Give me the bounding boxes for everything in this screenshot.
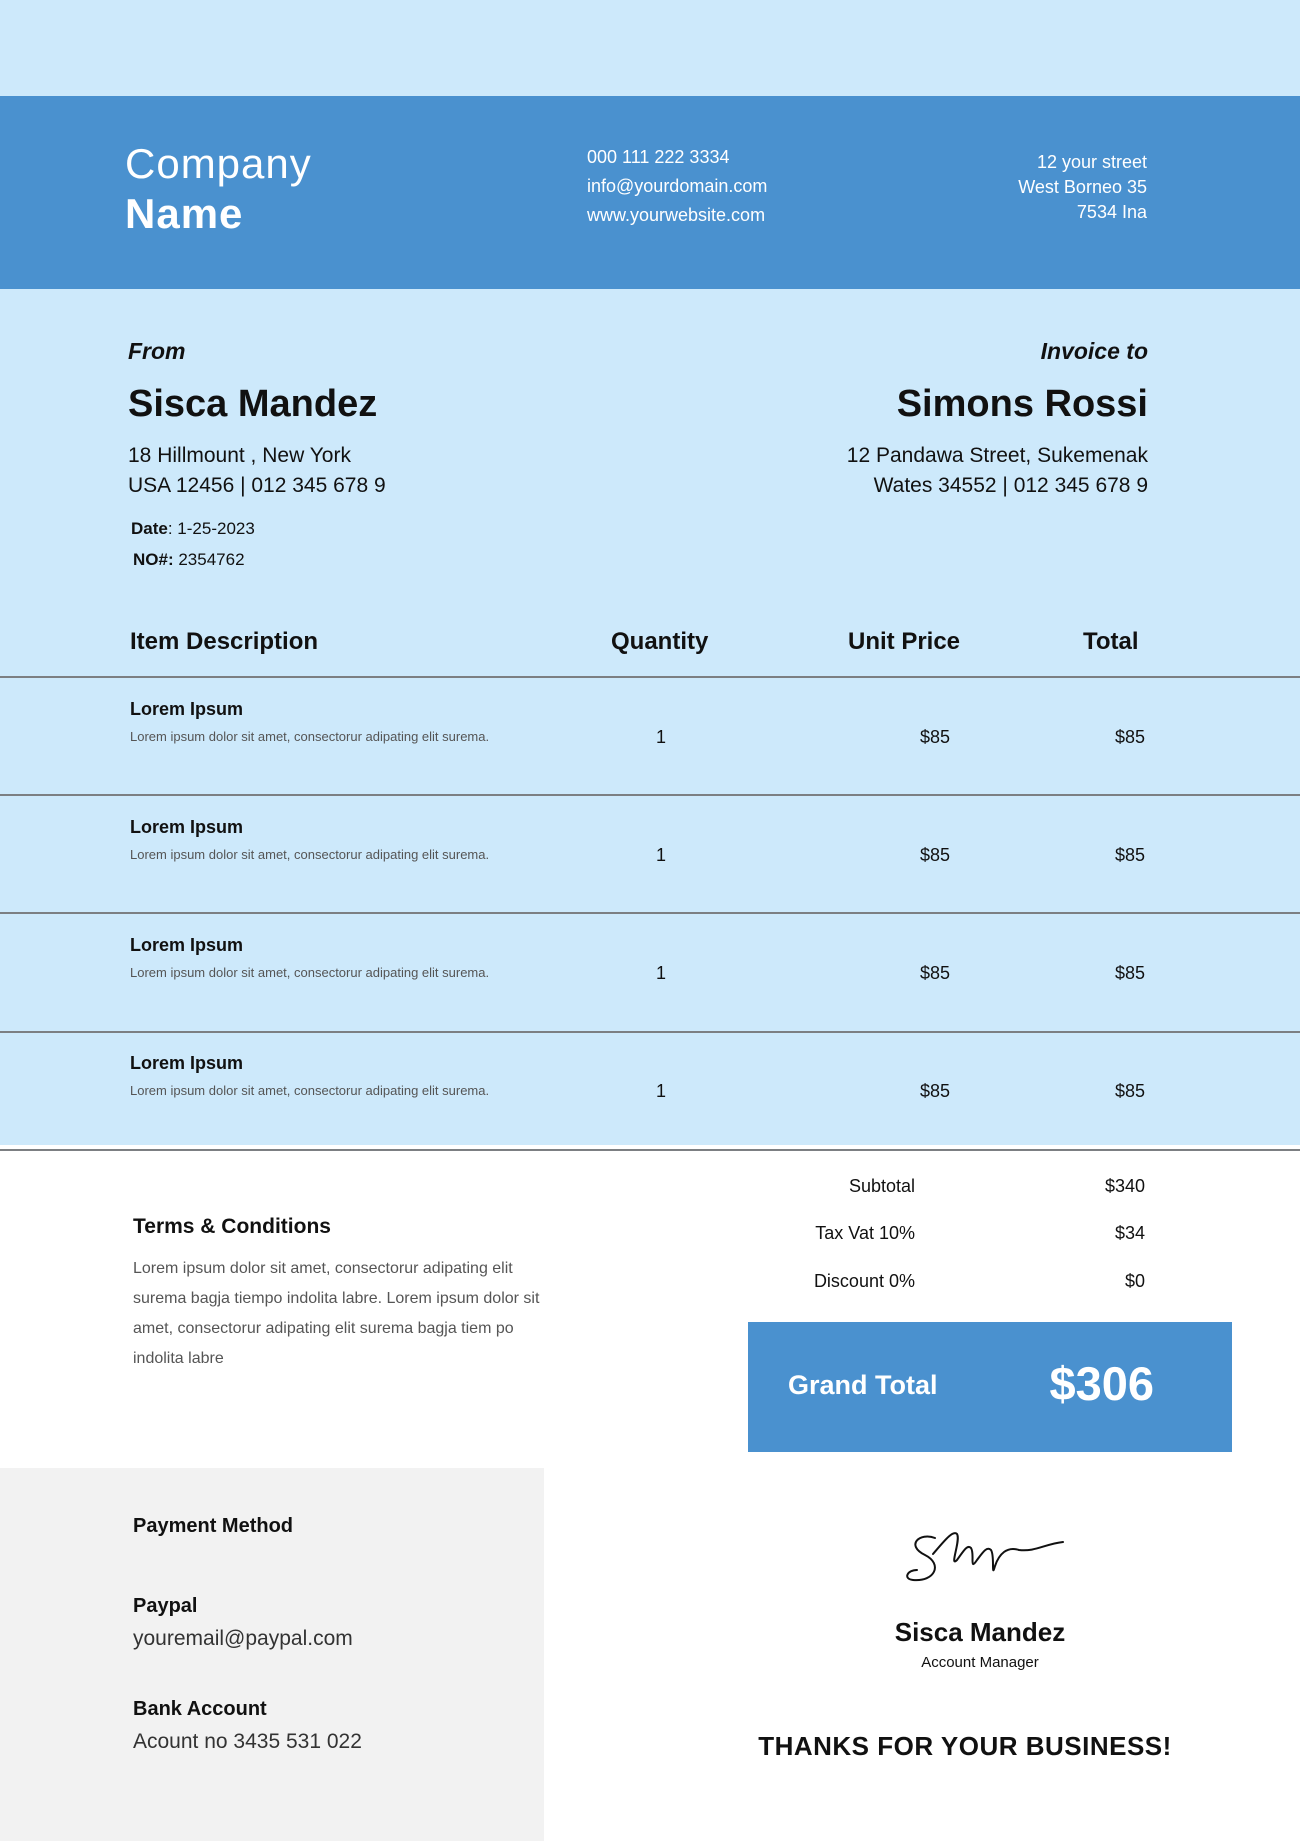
top-band	[0, 0, 1300, 96]
bank-account-label: Bank Account	[133, 1698, 267, 1720]
invoice-to-name: Simons Rossi	[896, 383, 1148, 425]
row-1-total: $85	[1114, 727, 1145, 747]
tax-value: $34	[1114, 1223, 1145, 1243]
grand-total-label: Grand Total	[788, 1370, 938, 1400]
header-address-line3: 7534 Ina	[1076, 202, 1147, 222]
row-1-description: Lorem ipsum dolor sit amet, consectorur adipating elit surema.	[130, 729, 490, 744]
invoice-to-label: Invoice to	[1040, 338, 1148, 364]
invoice-to-address-line1: 12 Pandawa Street, Sukemenak	[846, 444, 1148, 467]
company-name-line1: Company	[125, 140, 312, 187]
header-website[interactable]: www.yourwebsite.com	[587, 205, 766, 225]
row-3-description: Lorem ipsum dolor sit amet, consectorur adipating elit surema.	[130, 965, 490, 980]
payment-method-title: Payment Method	[133, 1515, 294, 1537]
header-phone: 000 111 222 3334	[587, 147, 730, 167]
from-address-line2: USA 12456 | 012 345 678 9	[128, 474, 386, 497]
invoice-to-address-line2: Wates 34552 | 012 345 678 9	[873, 474, 1148, 497]
row-2-quantity: 1	[656, 845, 667, 865]
invoice-number	[133, 550, 245, 570]
company-name-line2: Name	[125, 190, 244, 237]
signature-image	[895, 1520, 1075, 1600]
grand-total-value: $306	[1049, 1357, 1154, 1410]
terms-title: Terms & Conditions	[133, 1215, 331, 1238]
row-divider	[0, 1031, 1300, 1033]
column-header-quantity: Quantity	[611, 628, 709, 655]
number-value: 2354762	[173, 550, 245, 569]
grand-total-box	[748, 1322, 1232, 1452]
discount-label: Discount 0%	[813, 1271, 915, 1291]
row-divider	[0, 912, 1300, 914]
signer-role: Account Manager	[921, 1654, 1039, 1671]
subtotal-value: $340	[1104, 1176, 1145, 1196]
paypal-label: Paypal	[133, 1595, 198, 1617]
from-name: Sisca Mandez	[128, 383, 378, 425]
row-1-quantity: 1	[656, 727, 667, 747]
from-label: From	[128, 338, 186, 364]
row-4-unit-price: $85	[919, 1081, 950, 1101]
tax-label: Tax Vat 10%	[815, 1223, 915, 1243]
terms-text: Lorem ipsum dolor sit amet, consectorur adipating elit surema bagja tiempo indolita labre. Lorem ipsum dolor sit amet, consectorur adipating elit surema bagja tiem po indolita labre	[133, 1260, 540, 1367]
header-address-line1: 12 your street	[1036, 152, 1147, 172]
row-3-total: $85	[1114, 963, 1145, 983]
invoice-date	[131, 519, 255, 539]
date-value: : 1-25-2023	[167, 519, 255, 538]
row-3-quantity: 1	[656, 963, 667, 983]
table-bottom-divider	[0, 1149, 1300, 1151]
subtotal-label: Subtotal	[848, 1176, 915, 1196]
column-header-unit-price: Unit Price	[848, 628, 961, 655]
row-2-unit-price: $85	[919, 845, 950, 865]
row-divider	[0, 794, 1300, 796]
date-label: Date	[131, 519, 168, 538]
discount-value: $0	[1124, 1271, 1145, 1291]
row-4-description: Lorem ipsum dolor sit amet, consectorur adipating elit surema.	[130, 1083, 490, 1098]
paypal-email: youremail@paypal.com	[133, 1627, 353, 1650]
row-4-quantity: 1	[656, 1081, 667, 1101]
row-2-title: Lorem Ipsum	[130, 817, 244, 837]
row-4-title: Lorem Ipsum	[130, 1053, 244, 1073]
header-email[interactable]: info@yourdomain.com	[587, 176, 768, 196]
row-1-unit-price: $85	[919, 727, 950, 747]
bank-account-number: Acount no 3435 531 022	[133, 1730, 362, 1753]
thanks-message: THANKS FOR YOUR BUSINESS!	[758, 1731, 1172, 1761]
header-address-line2: West Borneo 35	[1018, 177, 1147, 197]
row-1-title: Lorem Ipsum	[130, 699, 244, 719]
row-3-title: Lorem Ipsum	[130, 935, 244, 955]
column-header-total: Total	[1083, 628, 1139, 655]
column-header-description: Item Description	[130, 628, 319, 655]
row-4-total: $85	[1114, 1081, 1145, 1101]
row-2-total: $85	[1114, 845, 1145, 865]
row-2-description: Lorem ipsum dolor sit amet, consectorur adipating elit surema.	[130, 847, 490, 862]
row-3-unit-price: $85	[919, 963, 950, 983]
table-header-divider	[0, 676, 1300, 678]
from-address-line1: 18 Hillmount , New York	[128, 444, 351, 467]
signer-name: Sisca Mandez	[894, 1617, 1066, 1647]
number-label: NO#:	[133, 550, 174, 569]
